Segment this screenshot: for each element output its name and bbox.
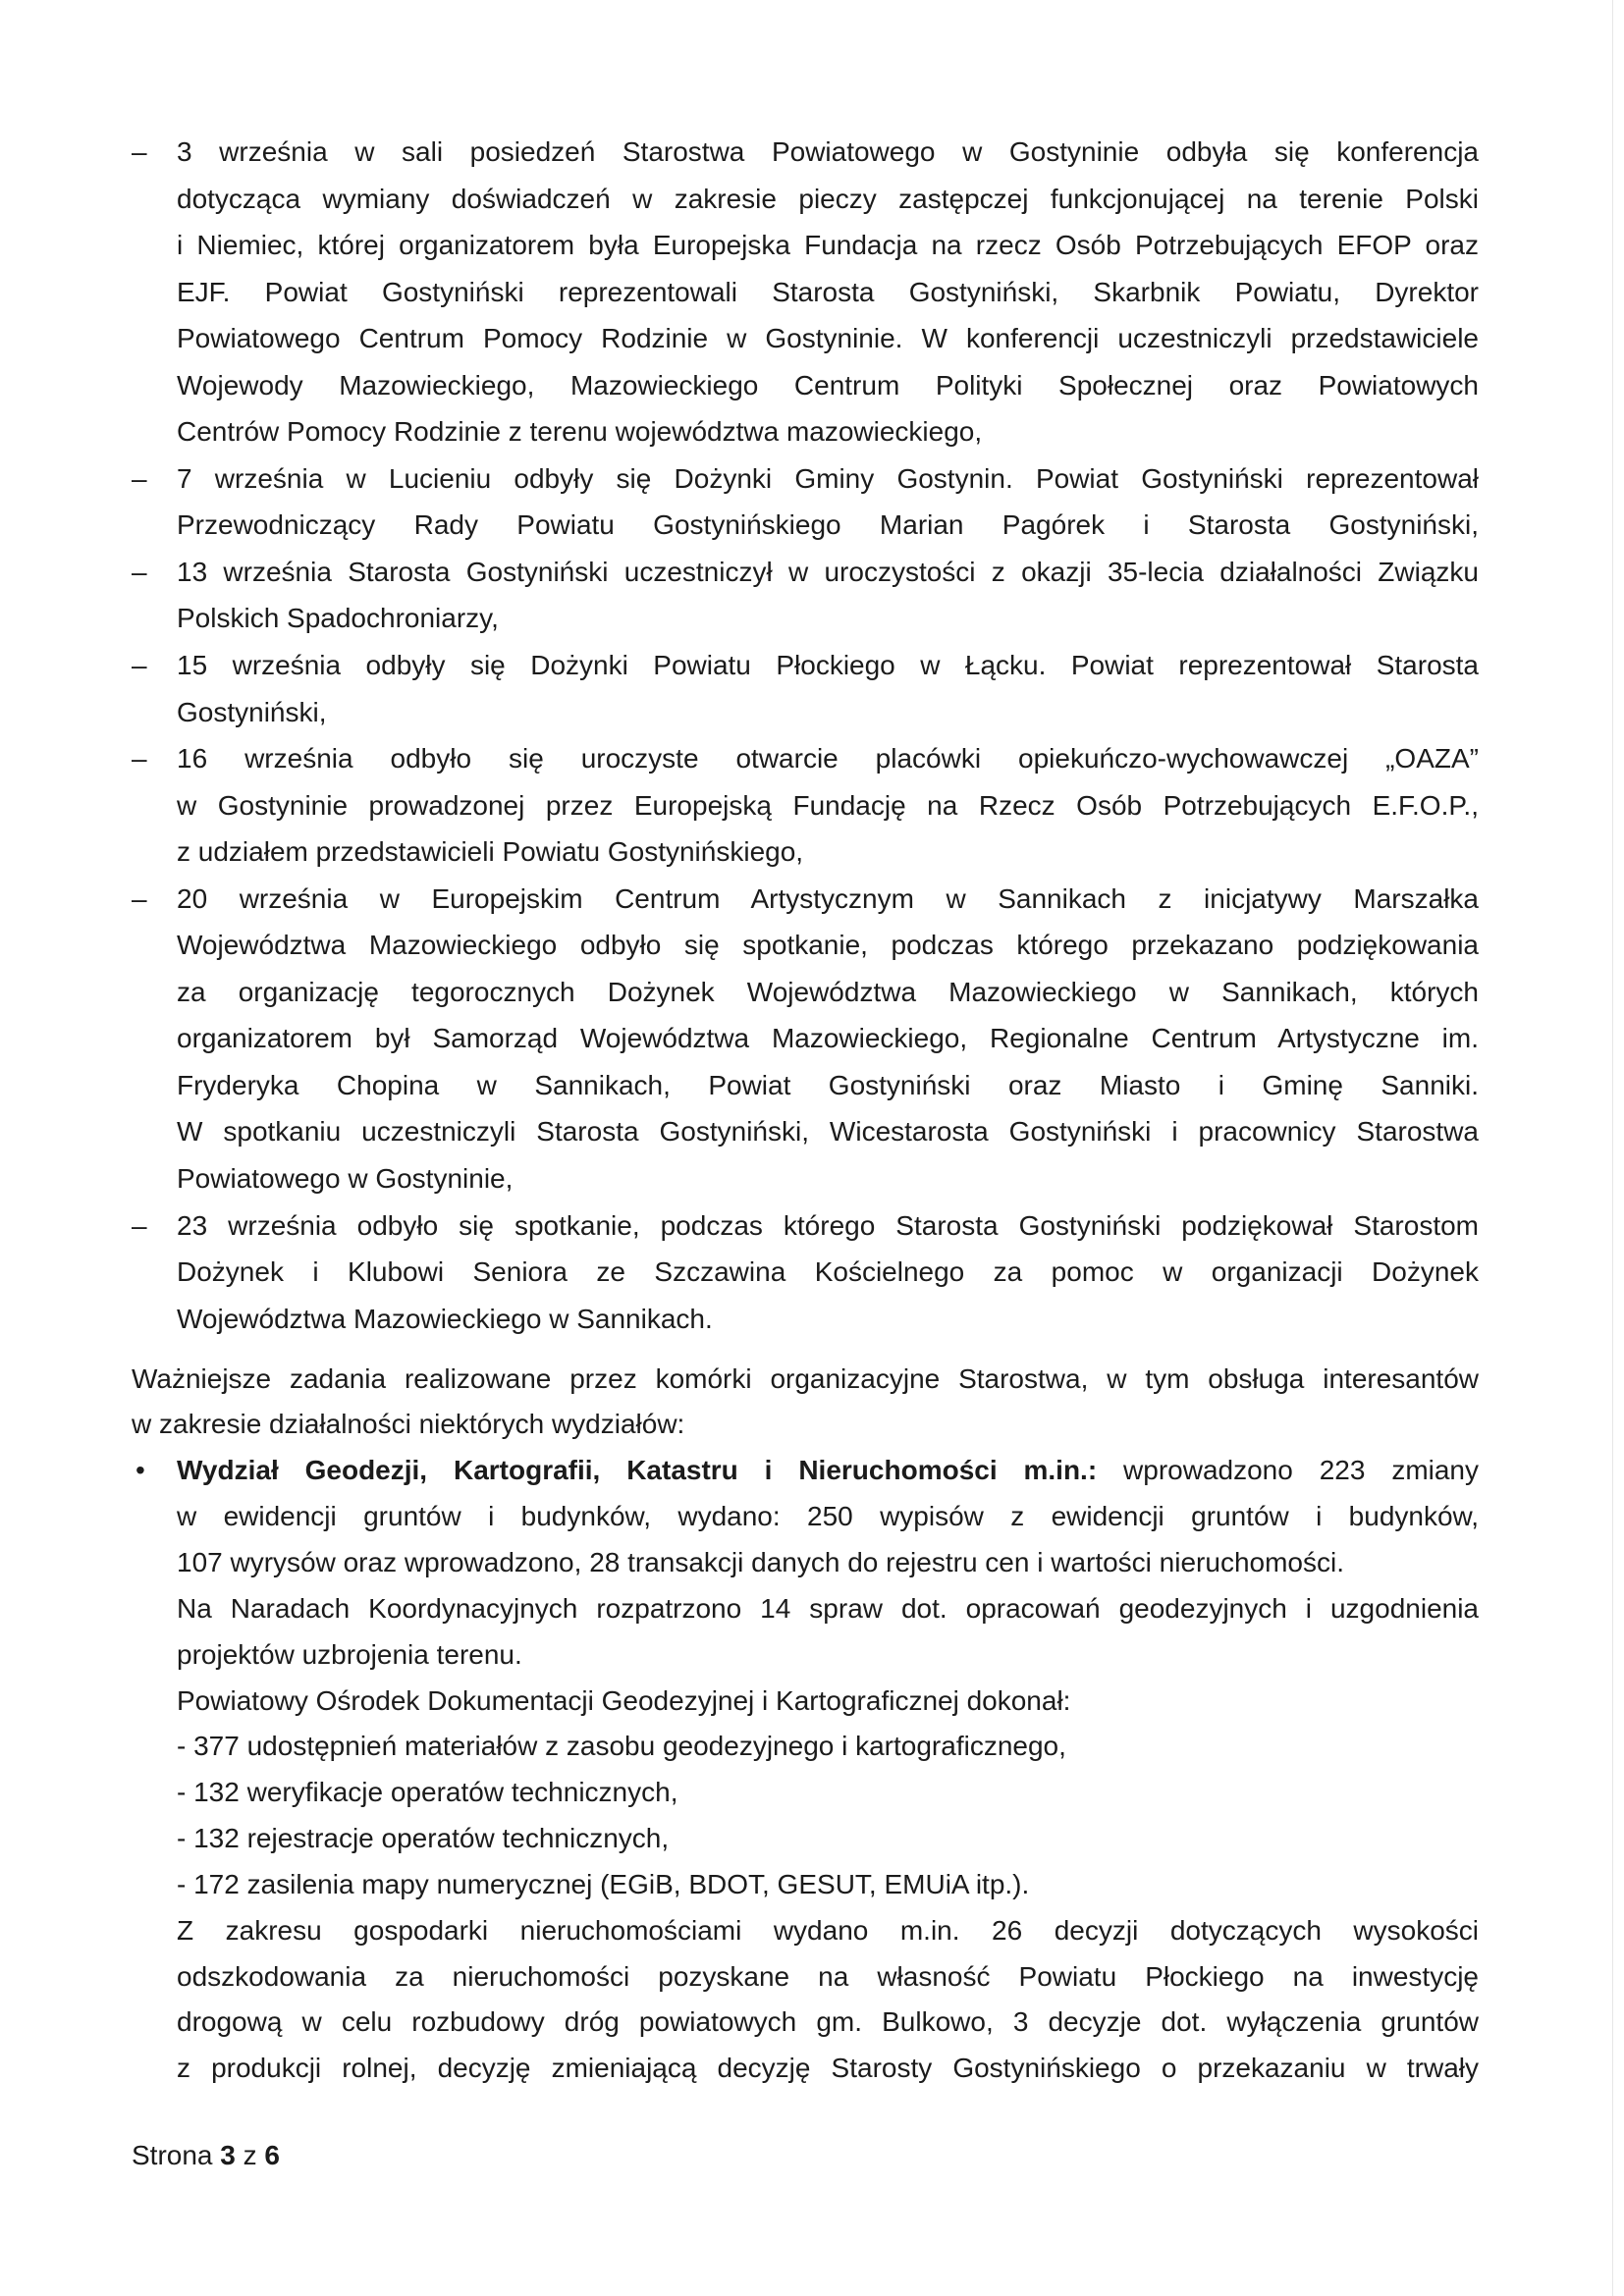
- text-line: [177, 1448, 1479, 1494]
- intro-paragraph: [132, 1357, 1479, 1449]
- text-line: z udziałem przedstawicieli Powiatu Gostynińskiego,: [177, 836, 804, 868]
- text-line: Przewodniczący Rady Powiatu Gostynińskiego Marian Pagórek i Starosta Gostyniński,: [177, 509, 1479, 541]
- text-line: Powiatowego Centrum Pomocy Rodzinie w Gostyninie. W konferencji uczestniczyli przedstawiciele: [177, 323, 1479, 354]
- text-line: w zakresie działalności niektórych wydziałów:: [132, 1409, 685, 1440]
- text-line: – 16 września odbyło się uroczyste otwarcie placówki opiekuńczo-wychowawczej „OAZA”: [177, 743, 1479, 774]
- total-pages-number: 6: [264, 2140, 280, 2170]
- text-line: W spotkaniu uczestniczyli Starosta Gostyniński, Wicestarosta Gostyniński i pracownicy Starostwa: [177, 1116, 1479, 1148]
- text-line: w ewidencji gruntów i budynków, wydano: 250 wypisów z ewidencji gruntów i budynków,: [177, 1501, 1479, 1532]
- current-page-number: 3: [220, 2140, 236, 2170]
- tasks-section: [132, 1357, 1479, 2093]
- text-line: - 132 weryfikacje operatów technicznych,: [177, 1777, 678, 1808]
- event-item: [177, 549, 1479, 642]
- text-line: Wojewody Mazowieckiego, Mazowieckiego Centrum Polityki Społecznej oraz Powiatowych: [177, 369, 1479, 400]
- text-line: - 132 rejestracje operatów technicznych,: [177, 1823, 670, 1854]
- text-line: za organizację tegorocznych Dożynek Województwa Mazowieckiego w Sannikach, których: [177, 976, 1479, 1007]
- scan-edge-line: [1612, 0, 1613, 2296]
- text-line: Fryderyka Chopina w Sannikach, Powiat Gostyniński oraz Miasto i Gminę Sanniki.: [177, 1069, 1479, 1100]
- event-item: [177, 1202, 1479, 1343]
- department-item: [177, 1448, 1479, 2092]
- events-list: [177, 129, 1479, 1342]
- department-text: wprowadzono 223 zmiany: [1097, 1455, 1479, 1486]
- event-item: [177, 876, 1479, 1202]
- text-line: dotycząca wymiany doświadczeń w zakresie pieczy zastępczej funkcjonującej na terenie Polski: [177, 183, 1479, 214]
- text-line: – 20 września w Europejskim Centrum Artystycznym w Sannikach z inicjatywy Marszałka: [177, 882, 1479, 914]
- text-line: Gostyniński,: [177, 696, 327, 727]
- text-line: Województwa Mazowieckiego odbyło się spotkanie, podczas którego przekazano podziękowania: [177, 930, 1479, 961]
- text-line: - 172 zasilenia mapy numerycznej (EGiB, BDOT, GESUT, EMUiA itp.).: [177, 1868, 1030, 1899]
- footer-of: z: [243, 2140, 257, 2170]
- text-line: – 15 września odbyły się Dożynki Powiatu Płockiego w Łącku. Powiat reprezentował Starosta: [177, 650, 1479, 681]
- text-line: drogową w celu rozbudowy dróg powiatowych gm. Bulkowo, 3 decyzje dot. wyłączenia gruntów: [177, 2006, 1479, 2038]
- text-line: projektów uzbrojenia terenu.: [177, 1638, 522, 1670]
- text-line: Na Naradach Koordynacyjnych rozpatrzono 14 spraw dot. opracowań geodezyjnych i uzgodnienia: [177, 1592, 1479, 1624]
- text-line: Ważniejsze zadania realizowane przez komórki organizacyjne Starostwa, w tym obsługa interesantów: [132, 1362, 1479, 1394]
- text-line: Centrów Pomocy Rodzinie z terenu województwa mazowieckiego,: [177, 416, 983, 448]
- text-line: w Gostyninie prowadzonej przez Europejską Fundację na Rzecz Osób Potrzebujących E.F.O.P.,: [177, 789, 1479, 821]
- text-line: – 23 września odbyło się spotkanie, podczas którego Starosta Gostyniński podziękował Starostom: [177, 1209, 1479, 1241]
- text-line: Powiatowego w Gostyninie,: [177, 1163, 514, 1195]
- text-line: 107 wyrysów oraz wprowadzono, 28 transakcji danych do rejestru cen i wartości nieruchomości.: [177, 1546, 1344, 1577]
- text-line: Z zakresu gospodarki nieruchomościami wydano m.in. 26 decyzji dotyczących wysokości: [177, 1914, 1479, 1946]
- text-line: z produkcji rolnej, decyzję zmieniającą decyzję Starosty Gostynińskiego o przekazaniu w trwały: [177, 2053, 1479, 2084]
- text-line: – 7 września w Lucieniu odbyły się Dożynki Gminy Gostynin. Powiat Gostyniński reprezentował: [177, 462, 1479, 494]
- event-item: [177, 455, 1479, 549]
- event-item: [177, 129, 1479, 455]
- text-line: Powiatowy Ośrodek Dokumentacji Geodezyjnej i Kartograficznej dokonał:: [177, 1684, 1071, 1716]
- text-line: Województwa Mazowieckiego w Sannikach.: [177, 1303, 713, 1334]
- text-line: Dożynek i Klubowi Seniora ze Szczawina Kościelnego za pomoc w organizacji Dożynek: [177, 1256, 1479, 1288]
- event-item: [177, 735, 1479, 876]
- department-title: Wydział Geodezji, Kartografii, Katastru i Nieruchomości m.in.:: [177, 1455, 1098, 1486]
- text-line: Polskich Spadochroniarzy,: [177, 603, 499, 634]
- page-footer: [132, 2132, 280, 2178]
- text-line: EJF. Powiat Gostyniński reprezentowali Starosta Gostyniński, Skarbnik Powiatu, Dyrektor: [177, 276, 1479, 307]
- text-line: i Niemiec, której organizatorem była Europejska Fundacja na rzecz Osób Potrzebujących EFOP oraz: [177, 230, 1479, 261]
- text-line: organizatorem był Samorząd Województwa Mazowieckiego, Regionalne Centrum Artystyczne im.: [177, 1023, 1479, 1054]
- event-item: [177, 642, 1479, 735]
- footer-label: Strona: [132, 2140, 213, 2170]
- text-line: odszkodowania za nieruchomości pozyskane na własność Powiatu Płockiego na inwestycję: [177, 1960, 1479, 1992]
- text-line: - 377 udostępnień materiałów z zasobu geodezyjnego i kartograficznego,: [177, 1731, 1066, 1762]
- text-line: – 13 września Starosta Gostyniński uczestniczył w uroczystości z okazji 35-lecia działalności Związku: [177, 556, 1479, 587]
- text-line: – 3 września w sali posiedzeń Starostwa Powiatowego w Gostyninie odbyła się konferencja: [177, 136, 1479, 167]
